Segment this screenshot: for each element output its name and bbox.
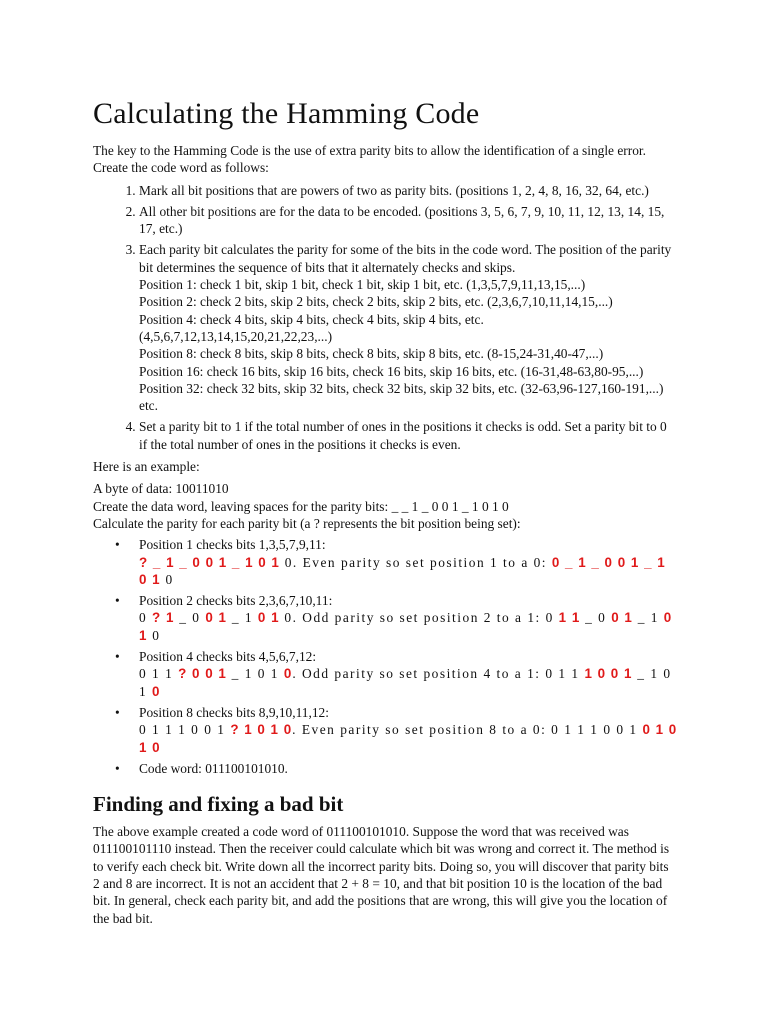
parity-line: Calculate the parity for each parity bit (a ? represents the bit position being set): <box>93 515 521 531</box>
highlight-bits: 0 1 <box>611 610 633 626</box>
document-page <box>93 96 678 927</box>
step-4 <box>139 418 678 453</box>
data-word-line: Create the data word, leaving spaces for the parity bits: _ _ 1 _ 0 0 1 _ 1 0 1 0 <box>93 498 509 514</box>
example-intro: Here is an example: <box>93 459 200 475</box>
bullet-position-1 <box>139 536 678 588</box>
byte-line: A byte of data: 10011010 <box>93 481 229 497</box>
bullet-detail: 0 1 1 ? 0 0 1 _ 1 0 1 0. Odd parity so set position 4 to a 1: 0 1 1 1 0 0 1 _ 1 0 1 0 <box>139 666 672 699</box>
code-word-line: • Code word: 011100101010. <box>139 760 288 776</box>
bullet-position-4 <box>139 648 678 700</box>
position-rule: Position 2: check 2 bits, skip 2 bits, check 2 bits, skip 2 bits, etc. (2,3,6,7,10,11,14,15,...) <box>139 294 613 310</box>
bullet-head: • Position 2 checks bits 2,3,6,7,10,11: <box>139 593 333 609</box>
step-2 <box>139 203 678 238</box>
highlight-bits: ? 1 0 1 0 <box>230 722 293 738</box>
step-text: 2. All other bit positions are for the data to be encoded. (positions 3, 5, 6, 7, 9, 10, 11, 12, 13, 14, 15, 17, etc.) <box>139 203 665 237</box>
position-rule: Position 32: check 32 bits, skip 32 bits, check 32 bits, skip 32 bits, etc. (32-63,96-127,160-191,...) <box>139 380 664 396</box>
example-block <box>93 458 678 532</box>
step-text: 1. Mark all bit positions that are powers of two as parity bits. (positions 1, 2, 4, 8, 16, 32, 64, etc.) <box>139 182 649 198</box>
section-paragraph-bad-bit: The above example created a code word of 011100101010. Suppose the word that was received was 011100101110 instead. Then the receiver could calculate which bit was wrong and correct it. The method is to verify each check bit. Write down all the incorrect parity bits. Doing so, you will discover that parity bits 2 and 8 are incorrect. It is not an accident that 2 + 8 = 10, and that bit position 10 is the location of the bad bit. In general, check each parity bit, and add the positions that are wrong, this will give you the location of the bad bit. <box>93 824 670 926</box>
steps-list <box>93 182 678 453</box>
highlight-bits: 0 1 <box>257 610 280 626</box>
step-3 <box>139 241 678 414</box>
parity-bullets <box>93 536 678 777</box>
position-rule: Position 4: check 4 bits, skip 4 bits, check 4 bits, skip 4 bits, etc. (4,5,6,7,12,13,14,15,20,21,22,23,...) <box>139 311 484 344</box>
highlight-bits: 0 1 0 1 0 <box>139 722 678 755</box>
section-title-bad-bit: Finding and fixing a bad bit <box>93 792 344 817</box>
highlight-bits: 0 <box>152 683 161 699</box>
highlight-bits: 0 <box>283 666 293 682</box>
bullet-position-2 <box>139 592 678 644</box>
bullet-head: • Position 1 checks bits 1,3,5,7,9,11: <box>139 537 326 553</box>
bullet-detail: 0 1 1 1 0 0 1 ? 1 0 1 0. Even parity so set position 8 to a 0: 0 1 1 1 0 0 1 0 1 0 1 0 <box>139 722 678 755</box>
intro-paragraph: The key to the Hamming Code is the use of extra parity bits to allow the identification of a single error. Create the code word as follows: <box>93 143 646 176</box>
highlight-bits: 1 1 <box>558 610 581 626</box>
highlight-bits: 0 1 <box>205 610 227 626</box>
highlight-bits: ? _ 1 _ 0 0 1 _ 1 0 1 <box>139 554 280 570</box>
highlight-bits: 1 0 0 1 <box>584 666 633 682</box>
bullet-head: • Position 8 checks bits 8,9,10,11,12: <box>139 704 329 720</box>
highlight-bits: 0 _ 1 _ 0 0 1 _ 1 0 1 <box>139 554 666 587</box>
highlight-bits: 0 1 <box>139 610 673 643</box>
bullet-head: • Position 4 checks bits 4,5,6,7,12: <box>139 649 317 665</box>
step-text: 3. Each parity bit calculates the parity for some of the bits in the code word. The position of the parity bit determines the sequence of bits that it alternately checks and skips. <box>139 242 672 275</box>
position-rule-etc: etc. <box>139 398 158 414</box>
position-rule: Position 1: check 1 bit, skip 1 bit, check 1 bit, skip 1 bit, etc. (1,3,5,7,9,11,13,15,...) <box>139 277 586 293</box>
bullet-position-8 <box>139 704 678 756</box>
bullet-code-word <box>139 760 678 777</box>
step-text: 4. Set a parity bit to 1 if the total number of ones in the positions it checks is odd. Set a parity bit to 0 if the total number of ones in the positions it checks is even. <box>139 419 667 452</box>
step-1 <box>139 182 678 199</box>
bullet-detail: ? _ 1 _ 0 0 1 _ 1 0 1 0. Even parity so set position 1 to a 0: 0 _ 1 _ 0 0 1 _ 1 0 1 0 <box>139 554 666 587</box>
bullet-detail: 0 ? 1 _ 0 0 1 _ 1 0 1 0. Odd parity so set position 2 to a 1: 0 1 1 _ 0 0 1 _ 1 0 1 0 <box>139 610 673 643</box>
page-title: Calculating the Hamming Code <box>93 97 480 130</box>
position-rule: Position 8: check 8 bits, skip 8 bits, check 8 bits, skip 8 bits, etc. (8-15,24-31,40-47,...) <box>139 346 604 362</box>
highlight-bits: ? 1 <box>152 610 175 626</box>
highlight-bits: ? 0 0 1 <box>178 666 227 682</box>
position-rule: Position 16: check 16 bits, skip 16 bits, check 16 bits, skip 16 bits, etc. (16-31,48-63,80-95,...) <box>139 363 644 379</box>
